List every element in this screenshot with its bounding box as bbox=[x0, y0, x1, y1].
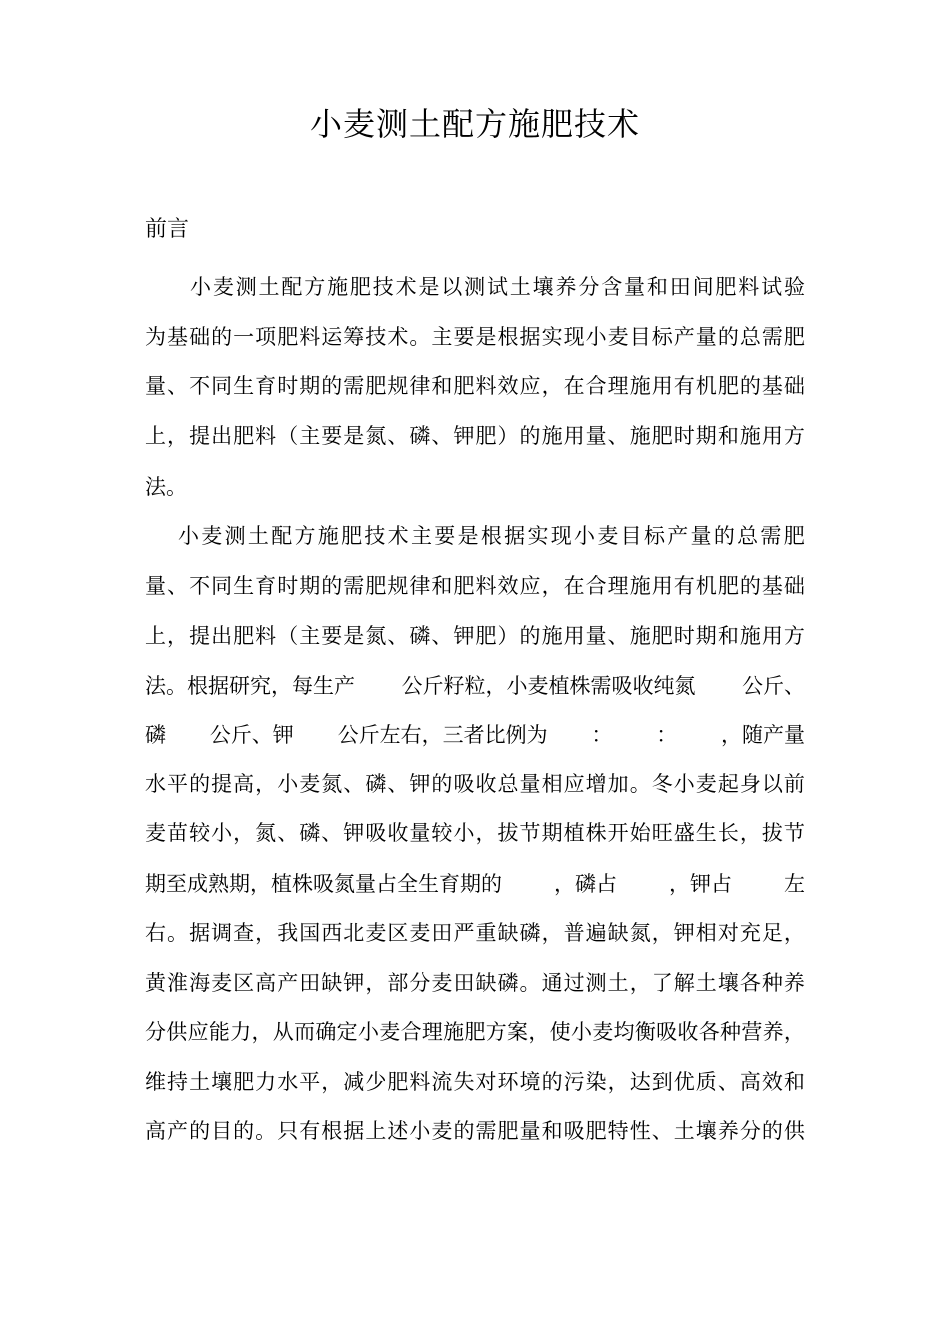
text-line: 维 持 土 壤 肥 力 水 平 ， 减 少 肥 料 流 失 对 环 境 的 污 染 ， 达 到 优 质 、 高 效 和 bbox=[145, 1070, 805, 1094]
text-segment: ： bbox=[656, 723, 678, 747]
text-segment: 法。 bbox=[145, 475, 187, 499]
text-line: 分 供 应 能 力 ， 从 而 确 定 小 麦 合 理 施 肥 方 案 ， 使 小 麦 均 衡 吸 收 各 种 营 养 ， bbox=[145, 1020, 805, 1044]
text-segment: 磷 bbox=[145, 723, 166, 747]
text-line: 量 、 不 同 生 育 时 期 的 需 肥 规 律 和 肥 料 效 应 ， 在 合 理 施 用 有 机 肥 的 基 础 bbox=[145, 574, 805, 598]
text-segment: ，磷占 bbox=[554, 872, 617, 896]
text-segment: ，随产量 bbox=[720, 723, 805, 747]
text-segment: 左 bbox=[784, 872, 805, 896]
text-line: 量 、 不 同 生 育 时 期 的 需 肥 规 律 和 肥 料 效 应 ， 在 合 理 施 用 有 机 肥 的 基 础 bbox=[145, 374, 805, 398]
text-line bbox=[145, 470, 805, 504]
text-segment: ： bbox=[591, 723, 613, 747]
text-line: 水 平 的 提 高 ， 小 麦 氮 、 磷 、 钾 的 吸 收 总 量 相 应 增 加 。 冬 小 麦 起 身 以 前 bbox=[145, 772, 805, 796]
section-heading: 前言 bbox=[145, 217, 190, 242]
text-line: 高 产 的 目 的 。 只 有 根 据 上 述 小 麦 的 需 肥 量 和 吸 肥 特 性 、 土 壤 养 分 的 供 bbox=[145, 1119, 805, 1143]
text-line bbox=[145, 867, 805, 901]
text-segment: 期至成熟期，植株吸氮量占全生育期的 bbox=[145, 872, 502, 896]
text-line bbox=[145, 669, 805, 703]
text-segment: 公斤籽粒，小麦植株需吸收纯氮 bbox=[401, 674, 696, 698]
text-line: 右 。 据 调 查 ， 我 国 西 北 麦 区 麦 田 严 重 缺 磷 ， 普 遍 缺 氮 ， 钾 相 对 充 足 ， bbox=[145, 921, 805, 945]
text-line: 麦 苗 较 小 ， 氮 、 磷 、 钾 吸 收 量 较 小 ， 拔 节 期 植 株 开 始 旺 盛 生 长 ， 拔 节 bbox=[145, 821, 805, 845]
document-title: 小麦测土配方施肥技术 bbox=[309, 105, 640, 143]
text-line: 黄 淮 海 麦 区 高 产 田 缺 钾 ， 部 分 麦 田 缺 磷 。 通 过 测 土 ， 了 解 土 壤 各 种 养 bbox=[145, 971, 805, 995]
text-line: 小 麦 测 土 配 方 施 肥 技 术 主 要 是 根 据 实 现 小 麦 目 标 产 量 的 总 需 肥 bbox=[178, 524, 805, 548]
text-segment: 法。根据研究，每生产 bbox=[145, 674, 355, 698]
text-line bbox=[145, 718, 805, 752]
text-segment: 公斤、 bbox=[742, 674, 805, 698]
text-line: 小 麦 测 土 配 方 施 肥 技 术 是 以 测 试 土 壤 养 分 含 量 和 田 间 肥 料 试 验 bbox=[190, 275, 805, 299]
text-line: 为 基 础 的 一 项 肥 料 运 筹 技 术 。 主 要 是 根 据 实 现 小 麦 目 标 产 量 的 总 需 肥 bbox=[145, 325, 805, 349]
text-segment: ，钾占 bbox=[669, 872, 732, 896]
text-line: 上 ， 提 出 肥 料 （ 主 要 是 氮 、 磷 、 钾 肥 ） 的 施 用 量 、 施 肥 时 期 和 施 用 方 bbox=[145, 424, 805, 448]
text-line: 上 ， 提 出 肥 料 （ 主 要 是 氮 、 磷 、 钾 肥 ） 的 施 用 量 、 施 肥 时 期 和 施 用 方 bbox=[145, 624, 805, 648]
text-segment: 公斤、钾 bbox=[209, 723, 294, 747]
text-segment: 公斤左右，三者比例为 bbox=[337, 723, 548, 747]
